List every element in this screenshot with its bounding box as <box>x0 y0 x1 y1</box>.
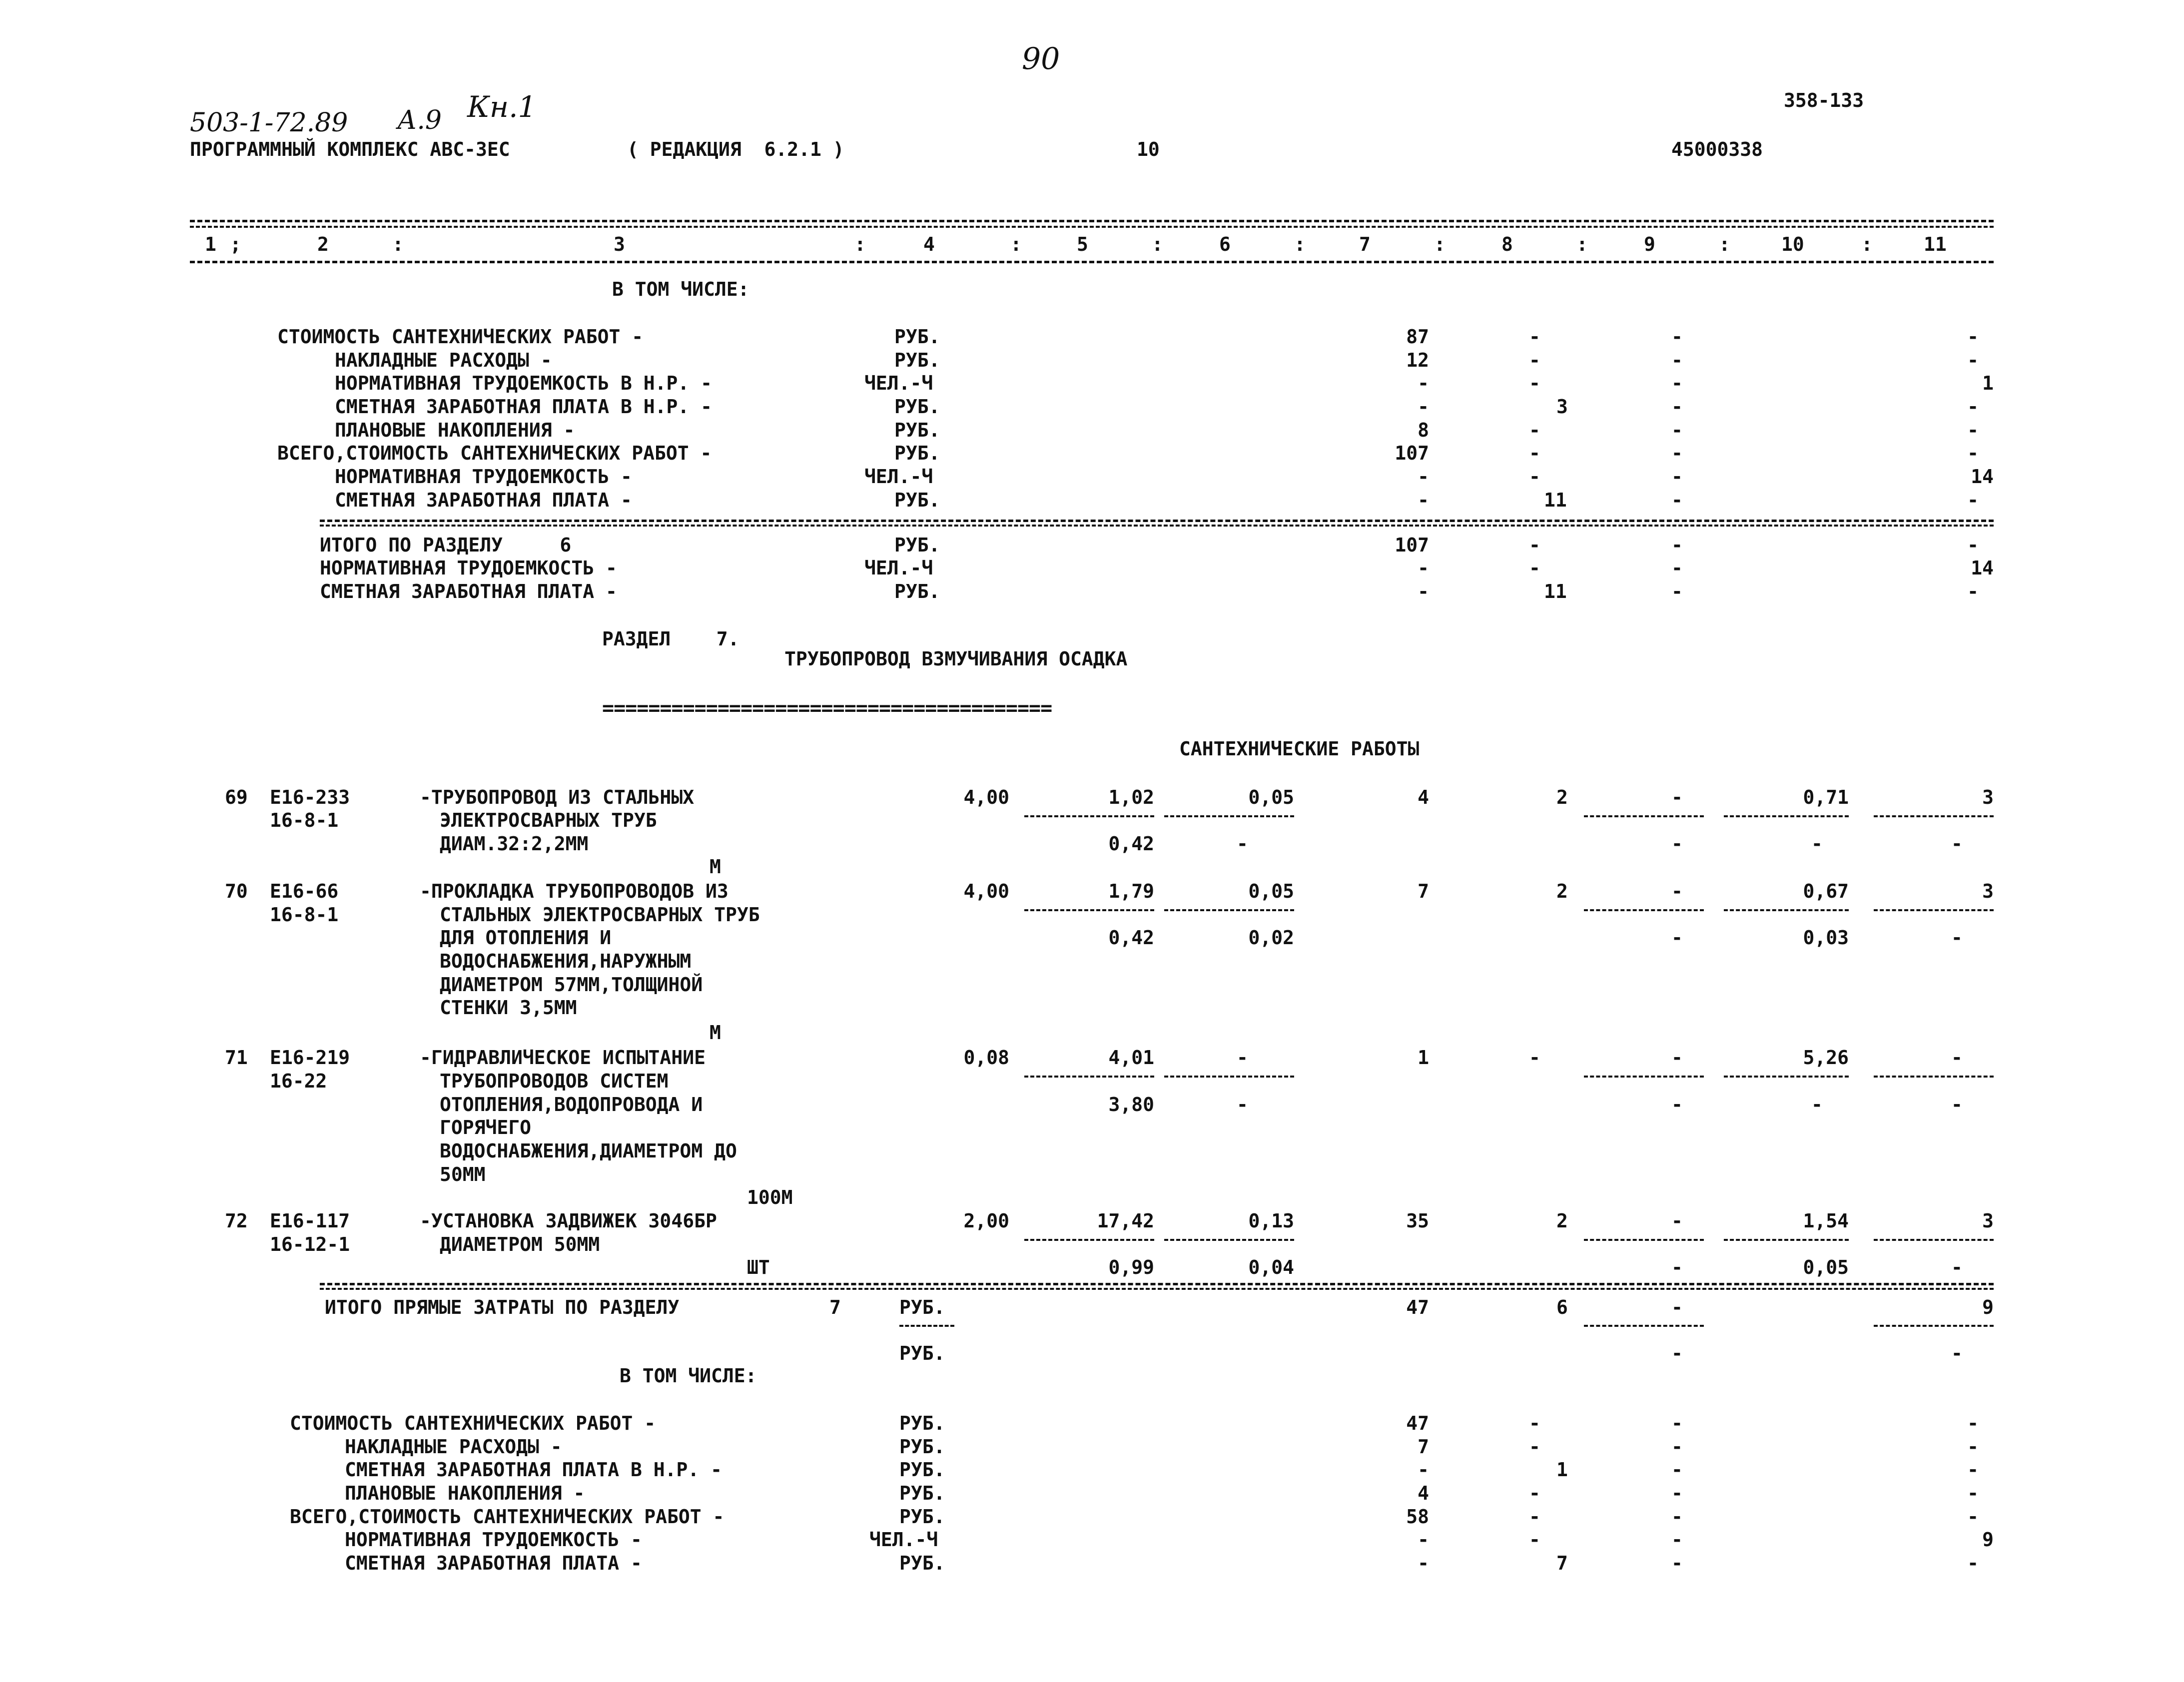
cell-block1-rows-1-c9: - <box>1671 349 1683 371</box>
cell-items-1-desc-5: СТЕНКИ 3,5ММ <box>440 997 577 1019</box>
cell-items-1-desc-2: ДЛЯ ОТОПЛЕНИЯ И <box>440 927 612 949</box>
cell-block2-rows-1-c9: - <box>1671 1436 1683 1458</box>
cell-items-2-desc-0: -ГИДРАВЛИЧЕСКОЕ ИСПЫТАНИЕ <box>420 1047 706 1069</box>
cell-block1-rows-4-c11: - <box>1967 419 1979 441</box>
cell-items-0-desc-1: ЭЛЕКТРОСВАРНЫХ ТРУБ <box>440 809 657 831</box>
cell-items-2-c10: 5,26 <box>1803 1047 1849 1069</box>
rule-line <box>1584 1076 1704 1078</box>
cell-items-3-c5b: 0,99 <box>1108 1256 1154 1278</box>
cell-items-0-desc-0: -ТРУБОПРОВОД ИЗ СТАЛЬНЫХ <box>420 786 695 808</box>
rule-line <box>1164 909 1294 911</box>
cell-block1-rows-7-unit: РУБ. <box>894 489 940 511</box>
cell-section-totals-2-unit: РУБ. <box>894 580 940 602</box>
cell-block1-rows-6-unit: ЧЕЛ.-Ч <box>864 466 933 488</box>
cell-block2-rows-5-c7: - <box>1418 1529 1429 1551</box>
cell-items-1-c10: 0,67 <box>1803 880 1849 902</box>
cell-block1-rows-5-c9: - <box>1671 442 1683 464</box>
column-separator: : <box>1294 233 1306 255</box>
cell-block2-rows-6-unit: РУБ. <box>899 1552 945 1574</box>
cell-items-2-c9: - <box>1671 1047 1683 1069</box>
cell-items-1-c5: 1,79 <box>1108 880 1154 902</box>
col-5: 5 <box>1077 233 1088 255</box>
cell-block1-rows-2-c11: 1 <box>1982 372 1994 394</box>
cell-items-1-c9b: - <box>1671 927 1683 949</box>
column-separator: : <box>1719 233 1730 255</box>
cell-items-2-qty: 0,08 <box>963 1047 1009 1069</box>
col-2: 2 <box>317 233 329 255</box>
cell-items-1-c7: 7 <box>1418 880 1429 902</box>
works-heading: САНТЕХНИЧЕСКИЕ РАБОТЫ <box>1179 738 1420 760</box>
cell-items-3-qty: 2,00 <box>963 1210 1009 1232</box>
cell-block1-rows-6-label: НОРМАТИВНАЯ ТРУДОЕМКОСТЬ - <box>335 466 632 488</box>
item-code: Е16-117 <box>270 1210 350 1232</box>
cell-block2-rows-1-c7: 7 <box>1418 1436 1429 1458</box>
cell-block2-rows-1-c8: - <box>1529 1436 1540 1458</box>
cell-block1-rows-6-c11: 14 <box>1971 466 1994 488</box>
cell-block1-rows-7-c7: - <box>1418 489 1429 511</box>
cell-block2-rows-2-c11: - <box>1967 1459 1979 1481</box>
cell-block1-rows-7-c9: - <box>1671 489 1683 511</box>
cell-block2-rows-0-c9: - <box>1671 1412 1683 1434</box>
cell-items-2-c8: - <box>1529 1047 1540 1069</box>
cell-block2-rows-6-c8: 7 <box>1556 1552 1568 1574</box>
cell-block2-rows-0-c8: - <box>1529 1412 1540 1434</box>
cell-block2-rows-4-c8: - <box>1529 1506 1540 1528</box>
rule-line <box>1584 1325 1704 1327</box>
cell-block2-rows-4-c9: - <box>1671 1506 1683 1528</box>
rule-line <box>1584 909 1704 911</box>
cell-block1-rows-5-unit: РУБ. <box>894 442 940 464</box>
cell-block2-rows-3-c9: - <box>1671 1482 1683 1504</box>
cell-items-1-c6b: 0,02 <box>1248 927 1294 949</box>
rule-line <box>1874 1325 1994 1327</box>
rule-line <box>1024 815 1154 817</box>
cell-items-1-c8: 2 <box>1556 880 1568 902</box>
cell-block1-rows-3-label: СМЕТНАЯ ЗАРАБОТНАЯ ПЛАТА В Н.Р. - <box>335 396 712 418</box>
rule-line <box>1584 1239 1704 1241</box>
column-separator: : <box>854 233 866 255</box>
edition: ( РЕДАКЦИЯ 6.2.1 ) <box>627 138 844 160</box>
rule-line <box>1164 815 1294 817</box>
item-unit: ШТ <box>747 1256 770 1278</box>
cell-block1-rows-3-c8: 3 <box>1556 396 1568 418</box>
cell-section-totals-0-c9: - <box>1671 534 1683 556</box>
cell-block1-rows-0-c8: - <box>1529 326 1540 348</box>
cell-items-0-c6: 0,05 <box>1248 786 1294 808</box>
cell-items-2-c10b: - <box>1811 1094 1823 1116</box>
cell-block2-rows-1-c11: - <box>1967 1436 1979 1458</box>
cell-section-totals-1-unit: ЧЕЛ.-Ч <box>864 557 933 579</box>
rule-line <box>1724 1239 1849 1241</box>
cell-direct-total-c7: 47 <box>1406 1296 1429 1318</box>
cell-block1-rows-3-unit: РУБ. <box>894 396 940 418</box>
cell-block2-rows-0-c7: 47 <box>1406 1412 1429 1434</box>
cell-items-1-c5b: 0,42 <box>1108 927 1154 949</box>
cell-block2-rows-0-label: СТОИМОСТЬ САНТЕХНИЧЕСКИХ РАБОТ - <box>290 1412 656 1434</box>
cell-items-0-c10: 0,71 <box>1803 786 1849 808</box>
cell-section-totals-2-c11: - <box>1967 580 1979 602</box>
cell-direct-total-c11b: - <box>1951 1342 1963 1364</box>
column-separator: : <box>1010 233 1022 255</box>
col-11: 11 <box>1924 233 1947 255</box>
cell-direct-total-section: 7 <box>829 1296 841 1318</box>
cell-block2-rows-2-label: СМЕТНАЯ ЗАРАБОТНАЯ ПЛАТА В Н.Р. - <box>345 1459 722 1481</box>
col-6: 6 <box>1219 233 1231 255</box>
cell-items-1-desc-3: ВОДОСНАБЖЕНИЯ,НАРУЖНЫМ <box>440 950 692 972</box>
sheet-number: 10 <box>1137 138 1160 160</box>
cell-items-1-c10b: 0,03 <box>1803 927 1849 949</box>
cell-block2-rows-6-c11: - <box>1967 1552 1979 1574</box>
cell-section-totals-2-c8: 11 <box>1544 580 1567 602</box>
cell-items-0-c10b: - <box>1811 833 1823 855</box>
program-name: ПРОГРАММНЫЙ КОМПЛЕКС АВС-3ЕС <box>190 138 510 160</box>
cell-items-1-c6: 0,05 <box>1248 880 1294 902</box>
cell-items-2-c7: 1 <box>1418 1047 1429 1069</box>
cell-block2-rows-0-unit: РУБ. <box>899 1412 945 1434</box>
book-label: Кн.1 <box>467 90 537 124</box>
cell-items-3-desc-1: ДИАМЕТРОМ 50ММ <box>440 1233 600 1255</box>
cell-items-2-c9b: - <box>1671 1094 1683 1116</box>
cell-items-2-desc-3: ГОРЯЧЕГО <box>440 1117 532 1138</box>
item-code: Е16-66 <box>270 880 339 902</box>
cell-block1-rows-4-c8: - <box>1529 419 1540 441</box>
section-rule: ======================================= <box>602 697 1052 720</box>
item-code-2: 16-12-1 <box>270 1233 350 1255</box>
cell-block1-rows-4-unit: РУБ. <box>894 419 940 441</box>
cell-block2-rows-5-label: НОРМАТИВНАЯ ТРУДОЕМКОСТЬ - <box>345 1529 642 1551</box>
cell-block2-rows-4-c7: 58 <box>1406 1506 1429 1528</box>
rule-line <box>1024 1076 1154 1078</box>
cell-block1-rows-6-c8: - <box>1529 466 1540 488</box>
cell-section-totals-0-unit: РУБ. <box>894 534 940 556</box>
rule-line <box>1584 815 1704 817</box>
rule-line <box>1724 815 1849 817</box>
direct-total-rule <box>320 1283 1994 1285</box>
cell-block2-rows-6-c7: - <box>1418 1552 1429 1574</box>
rule-line <box>1874 815 1994 817</box>
cell-block2-rows-5-c8: - <box>1529 1529 1540 1551</box>
cell-block1-rows-3-c11: - <box>1967 396 1979 418</box>
cell-items-3-c9b: - <box>1671 1256 1683 1278</box>
cell-section-totals-1-c8: - <box>1529 557 1540 579</box>
rule-line <box>1874 909 1994 911</box>
cell-items-1-desc-4: ДИАМЕТРОМ 57ММ,ТОЛЩИНОЙ <box>440 974 703 996</box>
section-total-rule <box>320 520 1994 522</box>
cell-items-3-c10: 1,54 <box>1803 1210 1849 1232</box>
cell-block1-rows-5-label: ВСЕГО,СТОИМОСТЬ САНТЕХНИЧЕСКИХ РАБОТ - <box>277 442 712 464</box>
block1-heading: В ТОМ ЧИСЛЕ: <box>612 278 749 300</box>
cell-block1-rows-5-c7: 107 <box>1395 442 1429 464</box>
cell-section-totals-0-c11: - <box>1967 534 1979 556</box>
doc-number: 45000338 <box>1671 138 1763 160</box>
rule-line <box>1024 1239 1154 1241</box>
cell-block1-rows-1-c8: - <box>1529 349 1540 371</box>
cell-direct-total-c11: 9 <box>1982 1296 1994 1318</box>
col-3: 3 <box>614 233 625 255</box>
cell-block1-rows-2-unit: ЧЕЛ.-Ч <box>864 372 933 394</box>
cell-direct-total-label: ИТОГО ПРЯМЫЕ ЗАТРАТЫ ПО РАЗДЕЛУ <box>325 1296 680 1318</box>
rule-line <box>1164 1076 1294 1078</box>
cell-block2-rows-3-c11: - <box>1967 1482 1979 1504</box>
cell-block1-rows-6-c9: - <box>1671 466 1683 488</box>
cell-items-2-c6: - <box>1237 1047 1248 1069</box>
cell-block2-rows-3-unit: РУБ. <box>899 1482 945 1504</box>
cell-section-totals-0-c7: 107 <box>1395 534 1429 556</box>
cell-block2-rows-4-unit: РУБ. <box>899 1506 945 1528</box>
column-separator: ; <box>230 233 241 255</box>
cell-section-totals-2-label: СМЕТНАЯ ЗАРАБОТНАЯ ПЛАТА - <box>320 580 617 602</box>
column-separator: : <box>1152 233 1163 255</box>
cell-block2-rows-2-c8: 1 <box>1556 1459 1568 1481</box>
cell-block1-rows-0-c7: 87 <box>1406 326 1429 348</box>
right-code: 358-133 <box>1784 89 1864 111</box>
cell-items-3-c7: 35 <box>1406 1210 1429 1232</box>
doc-code: 503-1-72.89 <box>190 108 348 138</box>
item-number: 72 <box>225 1210 248 1232</box>
item-code: Е16-219 <box>270 1047 350 1069</box>
cell-block1-rows-6-c7: - <box>1418 466 1429 488</box>
cell-direct-total-unit2: РУБ. <box>899 1342 945 1364</box>
cell-items-2-c11b: - <box>1951 1094 1963 1116</box>
rule-line <box>1724 909 1849 911</box>
cell-items-1-c11b: - <box>1951 927 1963 949</box>
cell-section-totals-1-c9: - <box>1671 557 1683 579</box>
cell-section-totals-0-c8: - <box>1529 534 1540 556</box>
cell-block1-rows-0-c9: - <box>1671 326 1683 348</box>
header-rule-top-2 <box>190 226 1994 228</box>
page-number: 90 <box>1022 41 1060 76</box>
cell-block2-rows-0-c11: - <box>1967 1412 1979 1434</box>
cell-block2-rows-3-c7: 4 <box>1418 1482 1429 1504</box>
cell-block2-rows-6-c9: - <box>1671 1552 1683 1574</box>
block2-heading: В ТОМ ЧИСЛЕ: <box>620 1365 757 1387</box>
cell-block2-rows-1-label: НАКЛАДНЫЕ РАСХОДЫ - <box>345 1436 562 1458</box>
cell-items-0-c11b: - <box>1951 833 1963 855</box>
cell-items-1-c9: - <box>1671 880 1683 902</box>
cell-items-1-qty: 4,00 <box>963 880 1009 902</box>
header-rule-bottom <box>190 261 1994 263</box>
header-rule-top <box>190 220 1994 222</box>
cell-items-2-c5b: 3,80 <box>1108 1094 1154 1116</box>
cell-block1-rows-2-c7: - <box>1418 372 1429 394</box>
cell-block1-rows-0-c11: - <box>1967 326 1979 348</box>
cell-items-0-c9: - <box>1671 786 1683 808</box>
cell-items-0-desc-2: ДИАМ.32:2,2ММ <box>440 833 589 855</box>
item-unit: М <box>710 1022 721 1044</box>
col-8: 8 <box>1501 233 1513 255</box>
rule-line <box>320 525 1994 527</box>
cell-block1-rows-7-c8: 11 <box>1544 489 1567 511</box>
cell-items-3-c6: 0,13 <box>1248 1210 1294 1232</box>
cell-items-0-c9b: - <box>1671 833 1683 855</box>
cell-section-totals-0-label: ИТОГО ПО РАЗДЕЛУ 6 <box>320 534 572 556</box>
cell-items-3-c9: - <box>1671 1210 1683 1232</box>
rule-line <box>1024 909 1154 911</box>
cell-items-3-desc-0: -УСТАНОВКА ЗАДВИЖЕК 3046БР <box>420 1210 717 1232</box>
cell-block2-rows-3-c8: - <box>1529 1482 1540 1504</box>
cell-items-2-desc-5: 50ММ <box>440 1163 486 1185</box>
col-9: 9 <box>1644 233 1655 255</box>
cell-block2-rows-4-label: ВСЕГО,СТОИМОСТЬ САНТЕХНИЧЕСКИХ РАБОТ - <box>290 1506 725 1528</box>
cell-block2-rows-5-c11: 9 <box>1982 1529 1994 1551</box>
cell-block2-rows-2-c9: - <box>1671 1459 1683 1481</box>
cell-items-3-c10b: 0,05 <box>1803 1256 1849 1278</box>
cell-block1-rows-7-label: СМЕТНАЯ ЗАРАБОТНАЯ ПЛАТА - <box>335 489 632 511</box>
cell-items-2-c11: - <box>1951 1047 1963 1069</box>
cell-direct-total-c9b: - <box>1671 1342 1683 1364</box>
item-code-2: 16-8-1 <box>270 904 339 926</box>
section-title: ТРУБОПРОВОД ВЗМУЧИВАНИЯ ОСАДКА <box>784 648 1128 670</box>
cell-block2-rows-4-c11: - <box>1967 1506 1979 1528</box>
col-1: 1 <box>205 233 216 255</box>
cell-items-2-c6b: - <box>1237 1094 1248 1116</box>
rule-line <box>1724 1076 1849 1078</box>
cell-direct-total-unit: РУБ. <box>899 1296 945 1318</box>
item-number: 71 <box>225 1047 248 1069</box>
rule-line <box>320 1288 1994 1290</box>
cell-items-3-c11: 3 <box>1982 1210 1994 1232</box>
item-unit: 100М <box>747 1186 793 1208</box>
cell-section-totals-2-c9: - <box>1671 580 1683 602</box>
cell-items-1-desc-0: -ПРОКЛАДКА ТРУБОПРОВОДОВ ИЗ <box>420 880 728 902</box>
cell-section-totals-1-label: НОРМАТИВНАЯ ТРУДОЕМКОСТЬ - <box>320 557 617 579</box>
cell-items-1-c11: 3 <box>1982 880 1994 902</box>
cell-items-0-c11: 3 <box>1982 786 1994 808</box>
item-code: Е16-233 <box>270 786 350 808</box>
cell-items-0-c5: 1,02 <box>1108 786 1154 808</box>
cell-items-3-c5: 17,42 <box>1097 1210 1154 1232</box>
cell-block1-rows-1-c11: - <box>1967 349 1979 371</box>
cell-block1-rows-0-label: СТОИМОСТЬ САНТЕХНИЧЕСКИХ РАБОТ - <box>277 326 644 348</box>
item-number: 70 <box>225 880 248 902</box>
item-number: 69 <box>225 786 248 808</box>
item-unit: М <box>710 856 721 878</box>
cell-items-0-qty: 4,00 <box>963 786 1009 808</box>
cell-block2-rows-2-c7: - <box>1418 1459 1429 1481</box>
cell-block1-rows-1-label: НАКЛАДНЫЕ РАСХОДЫ - <box>335 349 552 371</box>
cell-block1-rows-2-c9: - <box>1671 372 1683 394</box>
cell-items-1-desc-1: СТАЛЬНЫХ ЭЛЕКТРОСВАРНЫХ ТРУБ <box>440 904 760 926</box>
cell-items-2-desc-1: ТРУБОПРОВОДОВ СИСТЕМ <box>440 1070 669 1092</box>
cell-items-3-c11b: - <box>1951 1256 1963 1278</box>
item-code-2: 16-8-1 <box>270 809 339 831</box>
cell-items-3-c8: 2 <box>1556 1210 1568 1232</box>
cell-items-3-c6b: 0,04 <box>1248 1256 1294 1278</box>
col-4: 4 <box>923 233 935 255</box>
cell-block1-rows-1-unit: РУБ. <box>894 349 940 371</box>
rule-line <box>1164 1239 1294 1241</box>
column-separator: : <box>392 233 404 255</box>
cell-block1-rows-1-c7: 12 <box>1406 349 1429 371</box>
cell-block1-rows-0-unit: РУБ. <box>894 326 940 348</box>
cell-block2-rows-5-unit: ЧЕЛ.-Ч <box>869 1529 938 1551</box>
cell-items-0-c6b: - <box>1237 833 1248 855</box>
cell-section-totals-1-c11: 14 <box>1971 557 1994 579</box>
column-separator: : <box>1576 233 1588 255</box>
cell-section-totals-1-c7: - <box>1418 557 1429 579</box>
cell-items-0-c7: 4 <box>1418 786 1429 808</box>
item-code-2: 16-22 <box>270 1070 327 1092</box>
cell-block1-rows-2-c8: - <box>1529 372 1540 394</box>
cell-block2-rows-3-label: ПЛАНОВЫЕ НАКОПЛЕНИЯ - <box>345 1482 585 1504</box>
column-separator: : <box>1434 233 1446 255</box>
cell-direct-total-c8: 6 <box>1556 1296 1568 1318</box>
col-7: 7 <box>1359 233 1371 255</box>
cell-items-0-c8: 2 <box>1556 786 1568 808</box>
column-separator: : <box>1861 233 1873 255</box>
section-label: РАЗДЕЛ 7. <box>602 628 739 650</box>
cell-block2-rows-2-unit: РУБ. <box>899 1459 945 1481</box>
cell-items-2-desc-4: ВОДОСНАБЖЕНИЯ,ДИАМЕТРОМ ДО <box>440 1140 737 1162</box>
rule-line <box>1874 1076 1994 1078</box>
rule-line <box>1874 1239 1994 1241</box>
cell-section-totals-2-c7: - <box>1418 580 1429 602</box>
cell-block1-rows-2-label: НОРМАТИВНАЯ ТРУДОЕМКОСТЬ В Н.Р. - <box>335 372 712 394</box>
col-10: 10 <box>1781 233 1804 255</box>
cell-block1-rows-7-c11: - <box>1967 489 1979 511</box>
cell-block1-rows-3-c9: - <box>1671 396 1683 418</box>
cell-items-2-c5: 4,01 <box>1108 1047 1154 1069</box>
cell-block1-rows-4-c9: - <box>1671 419 1683 441</box>
cell-block2-rows-1-unit: РУБ. <box>899 1436 945 1458</box>
cell-block2-rows-5-c9: - <box>1671 1529 1683 1551</box>
cell-block1-rows-4-label: ПЛАНОВЫЕ НАКОПЛЕНИЯ - <box>335 419 575 441</box>
cell-block1-rows-5-c8: - <box>1529 442 1540 464</box>
cell-block2-rows-6-label: СМЕТНАЯ ЗАРАБОТНАЯ ПЛАТА - <box>345 1552 642 1574</box>
cell-block1-rows-5-c11: - <box>1967 442 1979 464</box>
cell-items-0-c5b: 0,42 <box>1108 833 1154 855</box>
rule-line <box>899 1325 954 1327</box>
cell-direct-total-c9: - <box>1671 1296 1683 1318</box>
cell-items-2-desc-2: ОТОПЛЕНИЯ,ВОДОПРОВОДА И <box>440 1094 703 1116</box>
album-label: А.9 <box>397 105 442 135</box>
cell-block1-rows-3-c7: - <box>1418 396 1429 418</box>
cell-block1-rows-4-c7: 8 <box>1418 419 1429 441</box>
